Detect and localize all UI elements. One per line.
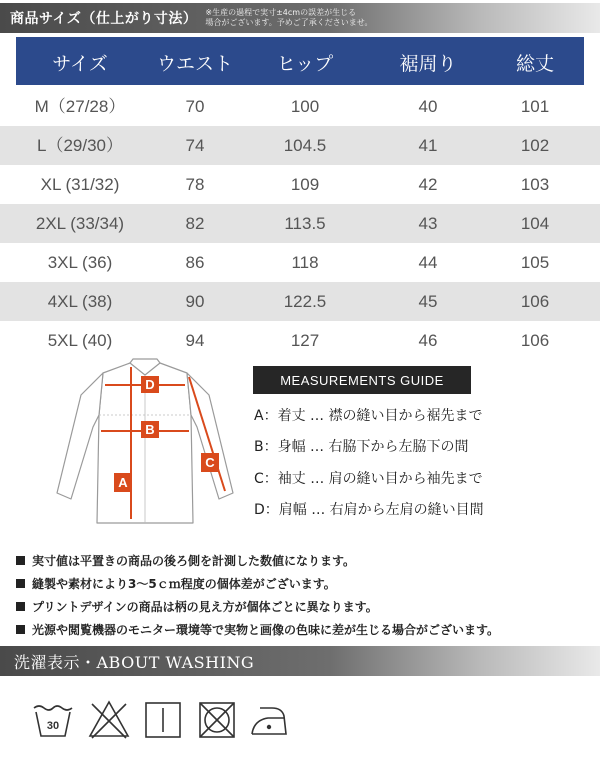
- cell-waist: 94: [185, 331, 205, 350]
- size-section-bar: [0, 3, 600, 33]
- cell-hem: 45: [418, 292, 438, 311]
- note-text: 実寸値は平置きの商品の後ろ側を計測した数値になります。: [32, 554, 356, 568]
- label-d: D: [145, 377, 155, 392]
- cell-length: 105: [520, 253, 550, 272]
- cell-hem: 44: [418, 253, 438, 272]
- shirt-measurement-figure: [45, 355, 245, 535]
- bullet-square-icon: [16, 625, 25, 634]
- cell-hip: 127: [290, 331, 320, 350]
- cell-waist: 70: [185, 97, 205, 116]
- note-text: 光源や閲覧機器のモニター環境等で実物と画像の色味に差が生じる場合がございます。: [32, 623, 500, 637]
- cell-length: 106: [520, 331, 550, 350]
- cell-hem: 46: [418, 331, 438, 350]
- cell-waist: 82: [185, 214, 205, 233]
- label-b: B: [145, 422, 155, 437]
- size-note-line2: 場合がございます。予めご了承くださいませ。: [205, 18, 373, 27]
- no-bleach-icon: [86, 696, 132, 742]
- cell-hip: 122.5: [283, 292, 327, 311]
- cell-hip: 109: [290, 175, 320, 194]
- cell-length: 103: [520, 175, 550, 194]
- header-hem: 裾周り: [399, 53, 457, 75]
- header-hip: ヒップ: [276, 53, 334, 75]
- cell-length: 106: [520, 292, 550, 311]
- iron-low-icon: [246, 696, 292, 742]
- table-row: [0, 87, 600, 126]
- header-waist: ウエスト: [156, 53, 233, 75]
- note-item: [16, 621, 499, 638]
- cell-hip: 118: [291, 253, 319, 272]
- size-section-note: [205, 8, 380, 28]
- cell-length: 102: [520, 136, 550, 155]
- size-note-line1: ※生産の過程で実寸±4cmの誤差が生じる: [205, 8, 357, 17]
- cell-length: 101: [520, 97, 550, 116]
- no-tumble-dry-icon: [194, 696, 240, 742]
- cell-hem: 40: [418, 97, 438, 116]
- size-table-header: [16, 37, 584, 85]
- washing-section-title: 洗濯表示・ABOUT WASHING: [14, 652, 255, 672]
- cell-waist: 78: [185, 175, 205, 194]
- guide-item-d: D：肩幅 … 右肩から左肩の縫い目間: [254, 502, 484, 518]
- measurements-guide-title: MEASUREMENTS GUIDE: [253, 366, 471, 394]
- guide-item-a: A：着丈 … 襟の縫い目から裾先まで: [254, 408, 483, 424]
- cell-size: XL (31/32): [40, 175, 120, 194]
- table-row: [0, 243, 600, 282]
- note-text: プリントデザインの商品は柄の見え方が個体ごとに異なります。: [32, 600, 378, 614]
- note-item: [16, 575, 336, 592]
- cell-size: 5XL (40): [47, 331, 113, 350]
- cell-hem: 42: [418, 175, 438, 194]
- bullet-square-icon: [16, 556, 25, 565]
- guide-item-b: B：身幅 … 右脇下から左脇下の間: [254, 439, 469, 455]
- cell-size: 3XL (36): [47, 253, 113, 272]
- cell-size: 4XL (38): [47, 292, 113, 311]
- table-row: [0, 204, 600, 243]
- table-row: [0, 165, 600, 204]
- note-text: 縫製や素材により3～5ｃｍ程度の個体差がございます。: [32, 577, 336, 591]
- hang-dry-icon: [140, 696, 186, 742]
- label-c: C: [205, 455, 215, 470]
- label-a: A: [118, 475, 128, 490]
- bullet-square-icon: [16, 579, 25, 588]
- header-length: 総丈: [515, 53, 554, 75]
- cell-size: M（27/28）: [34, 97, 126, 116]
- cell-waist: 74: [185, 136, 205, 155]
- cell-hip: 113.5: [284, 214, 326, 233]
- table-row: [0, 126, 600, 165]
- header-size: サイズ: [52, 53, 108, 75]
- wash-temp-label: 30: [46, 720, 60, 732]
- note-item: [16, 552, 355, 569]
- cell-hip: 104.5: [283, 136, 327, 155]
- size-section-title: 商品サイズ（仕上がり寸法）: [10, 11, 198, 27]
- cell-hem: 41: [418, 136, 438, 155]
- cell-size: L（29/30）: [37, 136, 123, 155]
- table-row: [0, 282, 600, 321]
- guide-item-c: C：袖丈 … 肩の縫い目から袖先まで: [254, 471, 483, 487]
- cell-hem: 43: [418, 214, 438, 233]
- cell-size: 2XL (33/34): [35, 214, 125, 233]
- cell-waist: 90: [185, 292, 205, 311]
- cell-length: 104: [520, 214, 550, 233]
- wash-30-icon: [30, 696, 76, 742]
- note-item: [16, 598, 378, 615]
- washing-section-bar: [0, 646, 600, 676]
- cell-hip: 100: [290, 97, 320, 116]
- bullet-square-icon: [16, 602, 25, 611]
- cell-waist: 86: [185, 253, 205, 272]
